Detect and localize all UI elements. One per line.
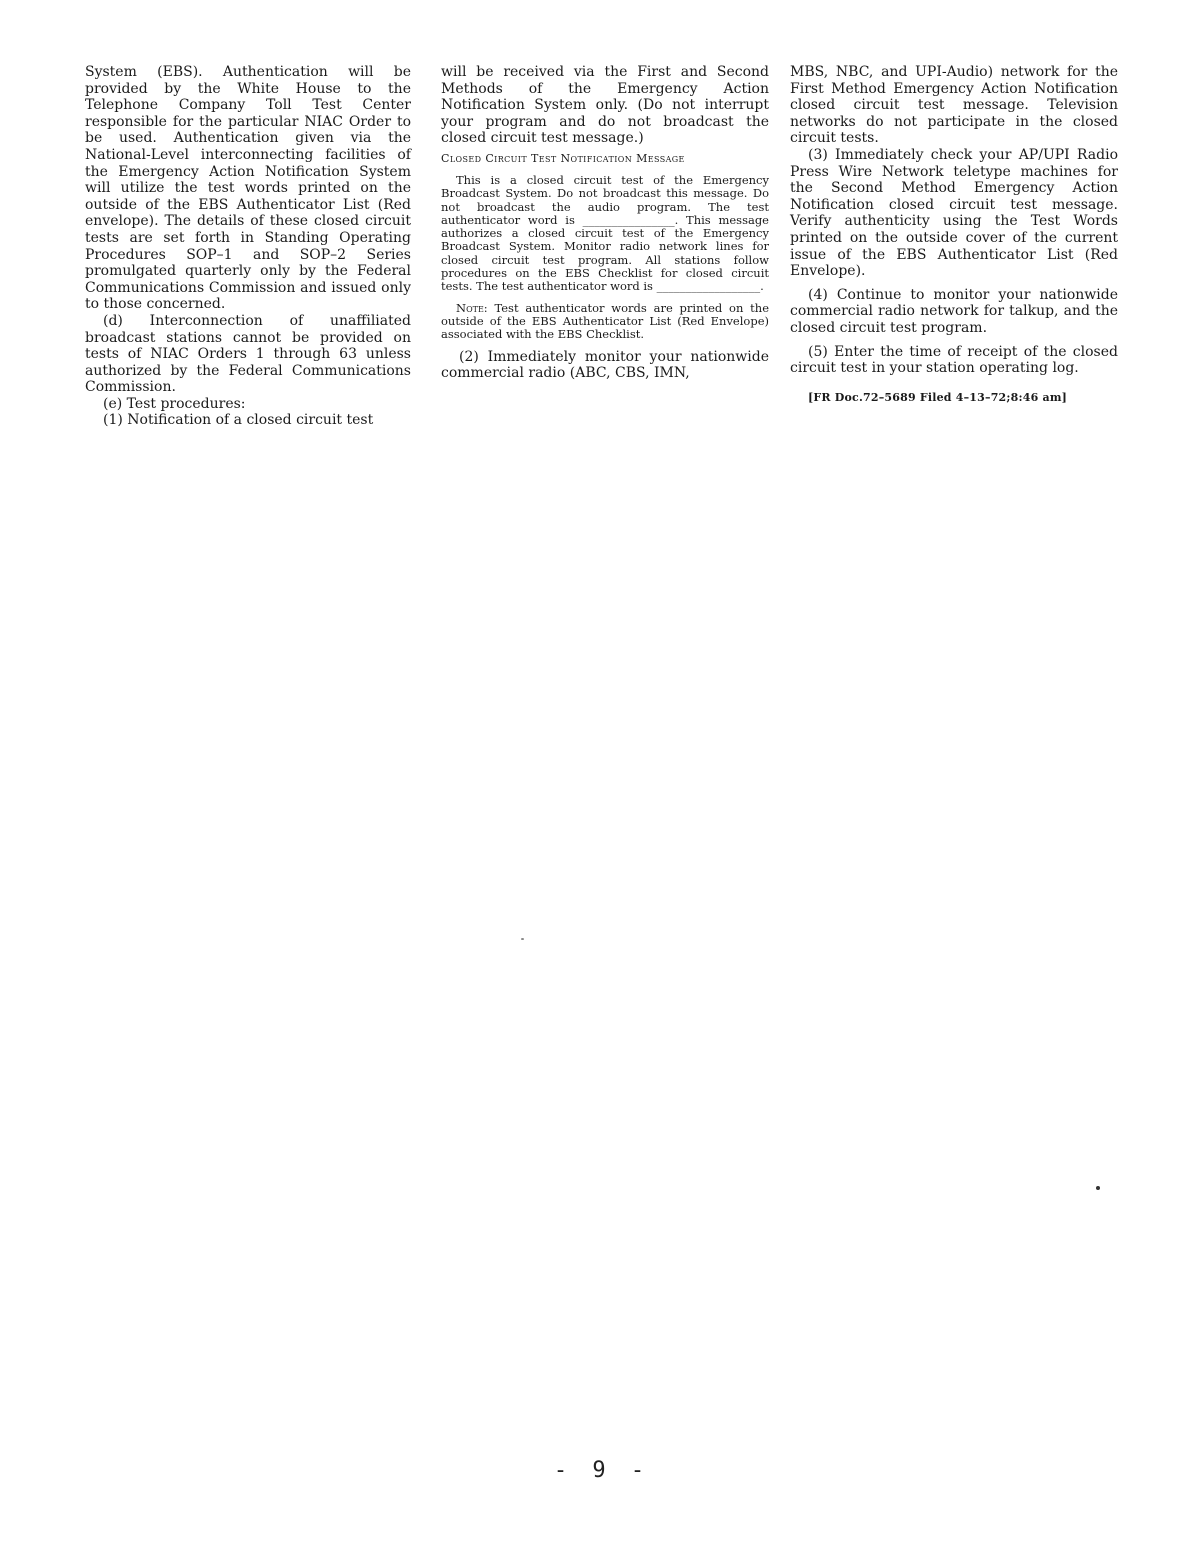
middle-paragraph-2: (2) Immediately monitor your nationwide commercial radio (ABC, CBS, IMN, [441, 348, 769, 382]
notification-message: This is a closed circuit test of the Emergency Broadcast System. Do not broadcast this message. Do not broadcast the audio program. The test authenticator word is ________________. This message authorizes a closed circuit test of the Emergency Broadcast System. Monitor radio network lines for closed circuit test program. All stations follow procedures on the EBS Checklist for closed circuit tests. The test authenticator word is __________________. [441, 172, 769, 294]
scan-speck [1096, 1186, 1100, 1190]
left-paragraph-2: (d) Interconnection of unaffiliated broadcast stations cannot be provided on tests of NIAC Orders 1 through 63 unless authorized by the Federal Communications Commission. [85, 312, 411, 396]
note-paragraph [441, 302, 769, 342]
scan-speck [521, 938, 524, 940]
fr-doc-citation: [FR Doc.72–5689 Filed 4–13–72;8:46 am] [808, 390, 1068, 404]
right-paragraph-1: MBS, NBC, and UPI-Audio) network for the First Method Emergency Action Notification closed circuit test message. Television networks do not participate in the closed circuit tests. [790, 64, 1118, 147]
column-right [790, 64, 1118, 405]
right-paragraph-4: (5) Enter the time of receipt of the closed circuit test in your station operating log. [790, 343, 1118, 377]
note-text: Test authenticator words are printed on the outside of the EBS Authenticator List (Red Envelope) associated with the EBS Checklist. [441, 300, 770, 342]
left-paragraph-1: System (EBS). Authentication will be provided by the White House to the Telephone Company Toll Test Center responsible for the particular NIAC Order to be used. Authentication given via the National-Level interconnecting facilities of the Emergency Action Notification System will utilize the test words printed on the outside of the EBS Authenticator List (Red envelope). The details of these closed circuit tests are set forth in Standing Operating Procedures SOP–1 and SOP–2 Series promulgated quarterly only by the Federal Communications Commission and issued only to those concerned. [85, 64, 411, 313]
middle-paragraph-1: will be received via the First and Second Methods of the Emergency Action Notification System only. (Do not interrupt your program and do not broadcast the closed circuit test message.) [441, 64, 769, 147]
page-number: - 9 - [553, 1458, 651, 1483]
note-label: Note: [456, 300, 488, 315]
column-middle [441, 64, 769, 382]
column-left [85, 64, 411, 429]
right-paragraph-3: (4) Continue to monitor your nationwide commercial radio network for talkup, and the closed circuit test program. [790, 286, 1118, 336]
left-paragraph-3: (e) Test procedures: [103, 395, 246, 412]
message-heading: Closed Circuit Test Notification Message [441, 151, 685, 165]
left-paragraph-4: (1) Notification of a closed circuit test [103, 412, 374, 429]
right-paragraph-2: (3) Immediately check your AP/UPI Radio Press Wire Network teletype machines for the Second Method Emergency Action Notification closed circuit test message. Verify authenticity using the Test Words printed on the outside cover of the current issue of the EBS Authenticator List (Red Envelope). [790, 146, 1118, 280]
